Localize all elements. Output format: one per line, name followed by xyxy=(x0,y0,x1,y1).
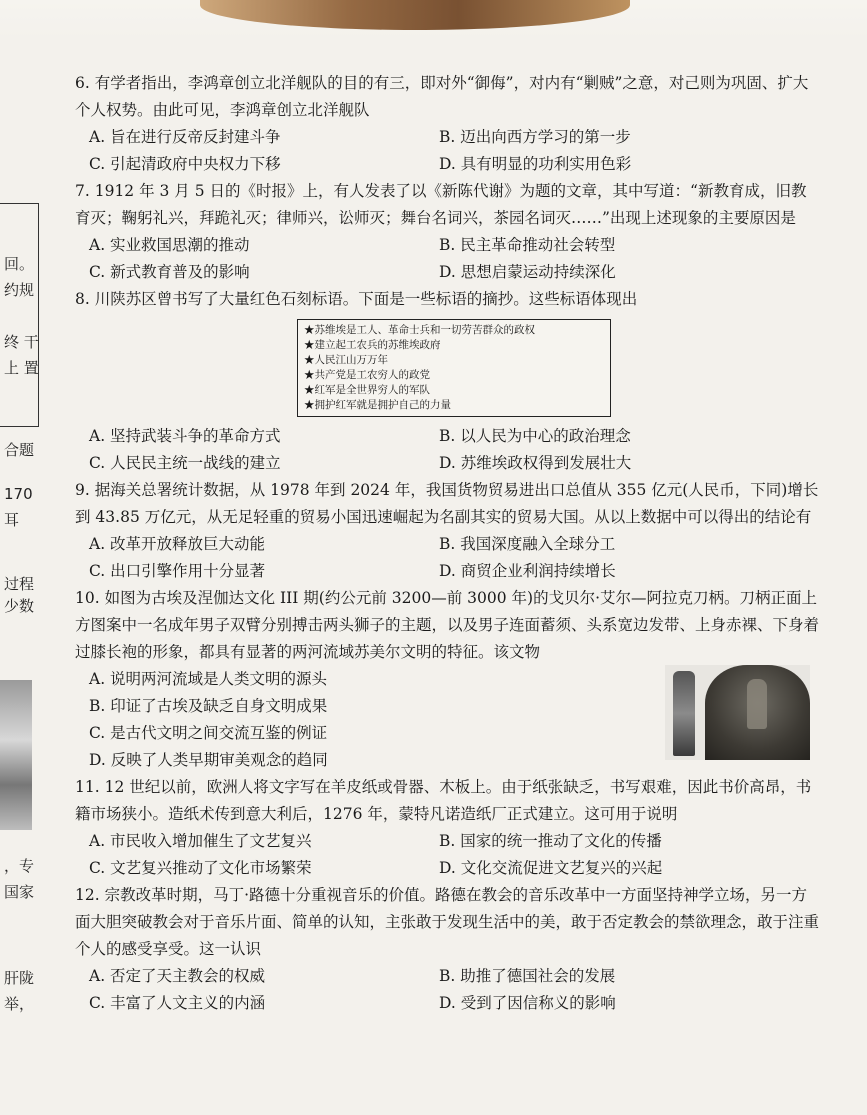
question-8 xyxy=(75,286,820,477)
option-d[interactable]: D. 文化交流促进文艺复兴的兴起 xyxy=(439,859,663,877)
option-b[interactable]: B. 民主革命推动社会转型 xyxy=(439,236,616,254)
margin-text: 终 干 xyxy=(4,333,39,351)
page-top-binding xyxy=(0,0,867,40)
option-a[interactable]: A. 旨在进行反帝反封建斗争 xyxy=(89,128,281,146)
question-9 xyxy=(75,477,820,585)
margin-text: 肝陇 xyxy=(4,969,35,987)
question-stem: 6. 有学者指出，李鸿章创立北洋舰队的目的有三，即对外“御侮”，对内有“剿贼”之意，对己则为巩固、扩大个人权势。由此可见，李鸿章创立北洋舰队 xyxy=(75,74,809,119)
option-d[interactable]: D. 商贸企业利润持续增长 xyxy=(439,562,616,580)
margin-text: 回。 xyxy=(4,255,35,273)
option-c[interactable]: C. 人民民主统一战线的建立 xyxy=(89,454,281,472)
question-6 xyxy=(75,70,820,178)
option-d[interactable]: D. 反映了人类早期审美观念的趋同 xyxy=(89,751,328,769)
margin-text: 少数 xyxy=(4,597,35,615)
options xyxy=(75,232,820,286)
knife-handle-photo xyxy=(665,665,810,760)
margin-text: 约规 xyxy=(4,281,35,299)
exam-page xyxy=(75,70,820,1017)
question-11 xyxy=(75,774,820,882)
question-12 xyxy=(75,882,820,1017)
option-a[interactable]: A. 市民收入增加催生了文艺复兴 xyxy=(89,832,312,850)
question-stem: 12. 宗教改革时期，马丁·路德十分重视音乐的价值。路德在教会的音乐改革中一方面坚持神学立场，另一方面大胆突破教会对于音乐片面、简单的认知，主张敢于发现生活中的美，敢于否定教会的禁欲理念，敢于注重个人的感受享受。这一认识 xyxy=(75,886,820,958)
question-7 xyxy=(75,178,820,286)
option-b[interactable]: B. 我国深度融入全球分工 xyxy=(439,535,616,553)
slogan-line: ★建立起工农兵的苏维埃政府 xyxy=(304,339,441,351)
margin-text: 上 置 xyxy=(4,359,39,377)
knife-blade-image xyxy=(673,671,695,756)
option-c[interactable]: C. 出口引擎作用十分显著 xyxy=(89,562,266,580)
slogan-box xyxy=(297,319,611,417)
left-margin-box xyxy=(0,203,39,427)
question-stem: 10. 如图为古埃及涅伽达文化 III 期(约公元前 3200—前 3000 年)的戈贝尔·艾尔—阿拉克刀柄。刀柄正面上方图案中一名成年男子双臂分别搏击两头狮子的主题，以及男子连面蓄须、头系宽边发带、上身赤裸、下身着过膝长袍的形象，都具有显著的两河流域苏美尔文明的特征。该文物 xyxy=(75,589,820,661)
option-c[interactable]: C. 文艺复兴推动了文化市场繁荣 xyxy=(89,859,312,877)
option-d[interactable]: D. 思想启蒙运动持续深化 xyxy=(439,263,616,281)
option-d[interactable]: D. 受到了因信称义的影响 xyxy=(439,994,616,1012)
question-stem: 7. 1912 年 3 月 5 日的《时报》上，有人发表了以《新陈代谢》为题的文章，其中写道：“新教育成，旧教育灭；鞠躬礼兴，拜跪礼灭；律师兴，讼师灭；舞台名词兴，茶园名词灭……”出现上述现象的主要原因是 xyxy=(75,182,807,227)
slogan-line: ★共产党是工农穷人的政党 xyxy=(304,369,430,381)
slogan-line: ★红军是全世界穷人的军队 xyxy=(304,384,430,396)
margin-text: ，专 xyxy=(4,857,35,875)
option-c[interactable]: C. 新式教育普及的影响 xyxy=(89,263,250,281)
slogan-line: ★苏维埃是工人、革命士兵和一切劳苦群众的政权 xyxy=(304,324,535,336)
option-c[interactable]: C. 丰富了人文主义的内涵 xyxy=(89,994,266,1012)
options xyxy=(75,423,820,477)
question-stem: 9. 据海关总署统计数据，从 1978 年到 2024 年，我国货物贸易进出口总值从 355 亿元(人民币，下同)增长到 43.85 万亿元，从无足轻重的贸易小国迅速崛起为名副其实的贸易大国。从以上数据中可以得出的结论有 xyxy=(75,481,819,526)
margin-text: 举， xyxy=(4,995,35,1013)
margin-text: 170 xyxy=(4,485,33,503)
option-c[interactable]: C. 是古代文明之间交流互鉴的例证 xyxy=(89,724,328,742)
options xyxy=(75,828,820,882)
option-a[interactable]: A. 说明两河流域是人类文明的源头 xyxy=(89,670,328,688)
question-stem: 11. 12 世纪以前，欧洲人将文字写在羊皮纸或骨器、木板上。由于纸张缺乏，书写艰难，因此书价高昂，书籍市场狭小。造纸术传到意大利后，1276 年，蒙特凡诺造纸厂正式建立。这可用于说明 xyxy=(75,778,812,823)
option-c[interactable]: C. 引起清政府中央权力下移 xyxy=(89,155,281,173)
option-b[interactable]: B. 国家的统一推动了文化的传播 xyxy=(439,832,662,850)
option-d[interactable]: D. 苏维埃政权得到发展壮大 xyxy=(439,454,632,472)
option-b[interactable]: B. 助推了德国社会的发展 xyxy=(439,967,616,985)
margin-text: 国家 xyxy=(4,883,35,901)
left-margin-bleed xyxy=(0,195,42,1115)
option-d[interactable]: D. 具有明显的功利实用色彩 xyxy=(439,155,632,173)
options xyxy=(75,531,820,585)
margin-text: 合题 xyxy=(4,441,35,459)
slogan-line: ★人民江山万万年 xyxy=(304,354,388,366)
option-a[interactable]: A. 否定了天主教会的权威 xyxy=(89,967,266,985)
option-a[interactable]: A. 改革开放释放巨大动能 xyxy=(89,535,266,553)
option-b[interactable]: B. 印证了古埃及缺乏自身文明成果 xyxy=(89,697,328,715)
left-margin-photo xyxy=(0,680,32,830)
slogan-line: ★拥护红军就是拥护自己的力量 xyxy=(304,399,451,411)
options xyxy=(75,963,820,1017)
options xyxy=(75,124,820,178)
option-b[interactable]: B. 以人民为中心的政治理念 xyxy=(439,427,631,445)
wooden-edge xyxy=(200,0,630,30)
relief-figure xyxy=(747,679,767,729)
question-stem: 8. 川陕苏区曾书写了大量红色石刻标语。下面是一些标语的摘抄。这些标语体现出 xyxy=(75,290,638,308)
margin-text: 耳 xyxy=(4,511,20,529)
question-10 xyxy=(75,585,820,774)
margin-text: 过程 xyxy=(4,575,35,593)
option-a[interactable]: A. 坚持武装斗争的革命方式 xyxy=(89,427,281,445)
option-b[interactable]: B. 迈出向西方学习的第一步 xyxy=(439,128,631,146)
option-a[interactable]: A. 实业救国思潮的推动 xyxy=(89,236,250,254)
